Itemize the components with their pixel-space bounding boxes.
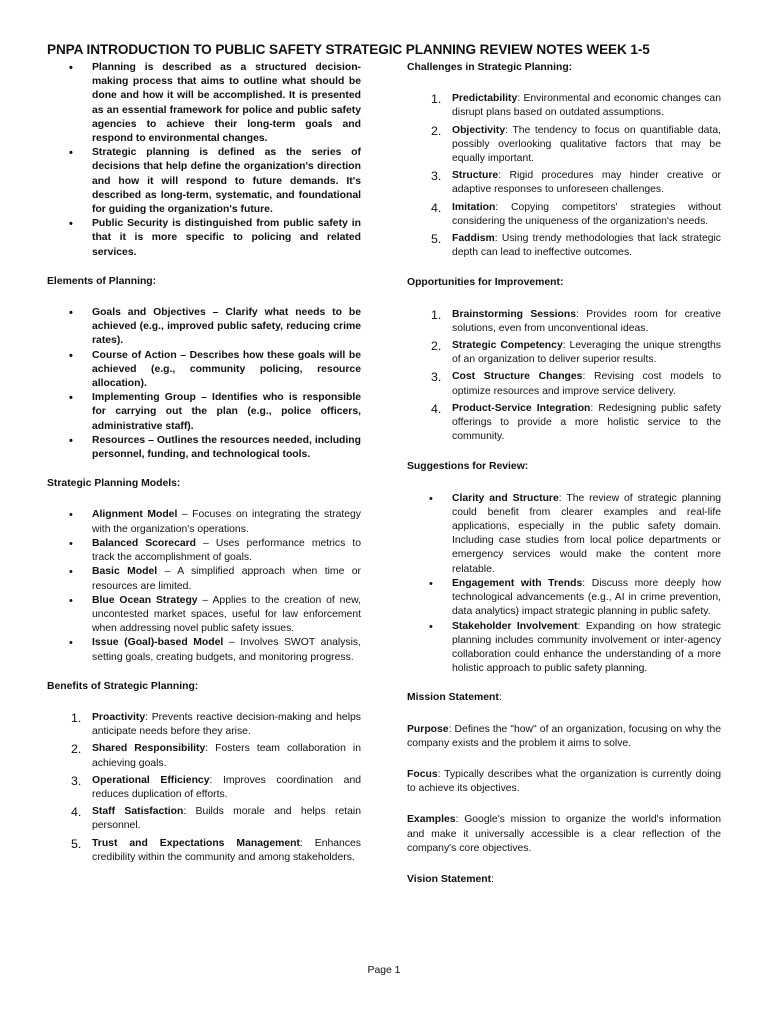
list-item: • Alignment Model – Focuses on integrating the strategy with the organization's operations. [47,508,361,536]
left-column [47,61,361,868]
section-heading-suggestions: Suggestions for Review: [407,461,529,473]
list-item: 5. Trust and Expectations Management: Enhances credibility within the community and among stakeholders. [71,836,361,863]
section-heading-mission: Mission Statement: [407,692,502,704]
list-item: • Goals and Objectives – Clarify what needs to be achieved (e.g., improved public safety, reducing crime rates). [47,306,361,349]
list-item: 5. Faddism: Using trendy methodologies that lack strategic depth can lead to ineffective outcomes. [431,232,721,259]
list-item: 2. Objectivity: The tendency to focus on quantifiable data, possibly overlooking qualitative factors that may be equally important. [431,123,722,165]
section-heading-elements: Elements of Planning: [47,275,157,287]
list-item: • Implementing Group – Identifies who is responsible for carrying out the plan (e.g., police officers, administrative staff). [47,391,361,434]
list-item: • Course of Action – Describes how these goals will be achieved (e.g., community policing, resource allocation). [47,349,361,392]
section-heading-vision: Vision Statement: [407,873,494,885]
list-item: 4. Product-Service Integration: Redesigning public safety offerings to provide a more holistic service to the community. [431,401,722,443]
list-item: • Blue Ocean Strategy – Applies to the creation of new, uncontested market spaces, useful for law enforcement when addressing novel public safety issues. [47,594,361,637]
list-item: 3. Cost Structure Changes: Revising cost models to optimize resources and improve service delivery. [431,370,721,397]
benefits-list [47,711,361,865]
models-list [47,508,361,664]
list-item: • Strategic planning is defined as the series of decisions that help define the organization's direction and how it will respond to future demands. It's described as long-term, systematic, and foundational for guiding the organization's future. [47,146,361,217]
mission-purpose: Purpose: Defines the "how" of an organization, focusing on why the company exists and the problem it aims to solve. [407,723,722,749]
list-item: 3. Operational Efficiency: Improves coordination and reduces duplication of efforts. [71,773,362,800]
list-item: • Planning is described as a structured decision-making process that aims to outline what should be done and how it will be accomplished. It is presented as an essential framework for police and public safety agencies to achieve their long-term goals and respond to environmental changes. [47,61,361,146]
section-heading-challenges: Challenges in Strategic Planning: [407,62,573,73]
mission-focus: Focus: Typically describes what the organization is currently doing to achieve its objectives. [407,768,721,795]
elements-list [47,306,361,462]
opportunities-list [407,308,721,445]
list-item: 2. Strategic Competency: Leveraging the unique strengths of an organization to deliver superior results. [431,339,721,366]
list-item: 1. Predictability: Environmental and economic changes can disrupt plans based on outdated assumptions. [431,92,721,119]
list-item: 4. Staff Satisfaction: Builds morale and helps retain personnel. [71,805,362,832]
list-item: • Balanced Scorecard – Uses performance metrics to track the accomplishment of goals. [47,537,361,565]
section-heading-benefits: Benefits of Strategic Planning: [47,680,199,692]
challenges-list [407,92,721,260]
list-item: • Issue (Goal)-based Model – Involves SWOT analysis, setting goals, creating budgets, and monitoring progress. [47,636,361,664]
list-item: • Clarity and Structure: The review of strategic planning could benefit from clearer examples and real-life applications, especially in the public safety domain. Including case studies from local police departments or emergency services would make the content more relatable. [407,492,721,577]
list-item: 2. Shared Responsibility: Fosters team collaboration in achieving goals. [71,742,361,769]
list-item: • Stakeholder Involvement: Expanding on how strategic planning includes community involvement or inter-agency collaboration could enhance the understanding of a more holistic approach to public safety planning. [407,620,721,677]
list-item: • Public Security is distinguished from public safety in that it is more specific to policing and related services. [47,217,361,260]
mission-examples: Examples: Google's mission to organize the world's information and make it universally accessible is a clear reflection of the company's core objectives. [407,814,722,854]
list-item: • Resources – Outlines the resources needed, including personnel, funding, and technological tools. [47,434,361,462]
section-heading-models: Strategic Planning Models: [47,478,181,490]
list-item: 1. Brainstorming Sessions: Provides room for creative solutions, even from unconventional ideas. [431,307,721,334]
section-heading-opportunities: Opportunities for Improvement: [407,277,564,289]
intro-list [47,61,361,260]
list-item: • Engagement with Trends: Discuss more deeply how technological advancements (e.g., AI in crime prevention, data analytics) impact strategic planning in public safety. [407,577,721,620]
right-column [407,61,721,887]
suggestions-list [407,492,721,677]
page-number: Page 1 [367,965,401,976]
list-item: • Basic Model – A simplified approach when time or resources are limited. [47,565,361,593]
page-title: PNPA INTRODUCTION TO PUBLIC SAFETY STRATEGIC PLANNING REVIEW NOTES WEEK 1-5 [47,42,650,57]
list-item: 3. Structure: Rigid procedures may hinder creative or adaptive responses to unforeseen challenges. [431,169,722,196]
list-item: 4. Imitation: Copying competitors' strategies without considering the uniqueness of the organization's needs. [431,200,721,227]
list-item: 1. Proactivity: Prevents reactive decision-making and helps anticipate needs before they arise. [71,710,361,738]
